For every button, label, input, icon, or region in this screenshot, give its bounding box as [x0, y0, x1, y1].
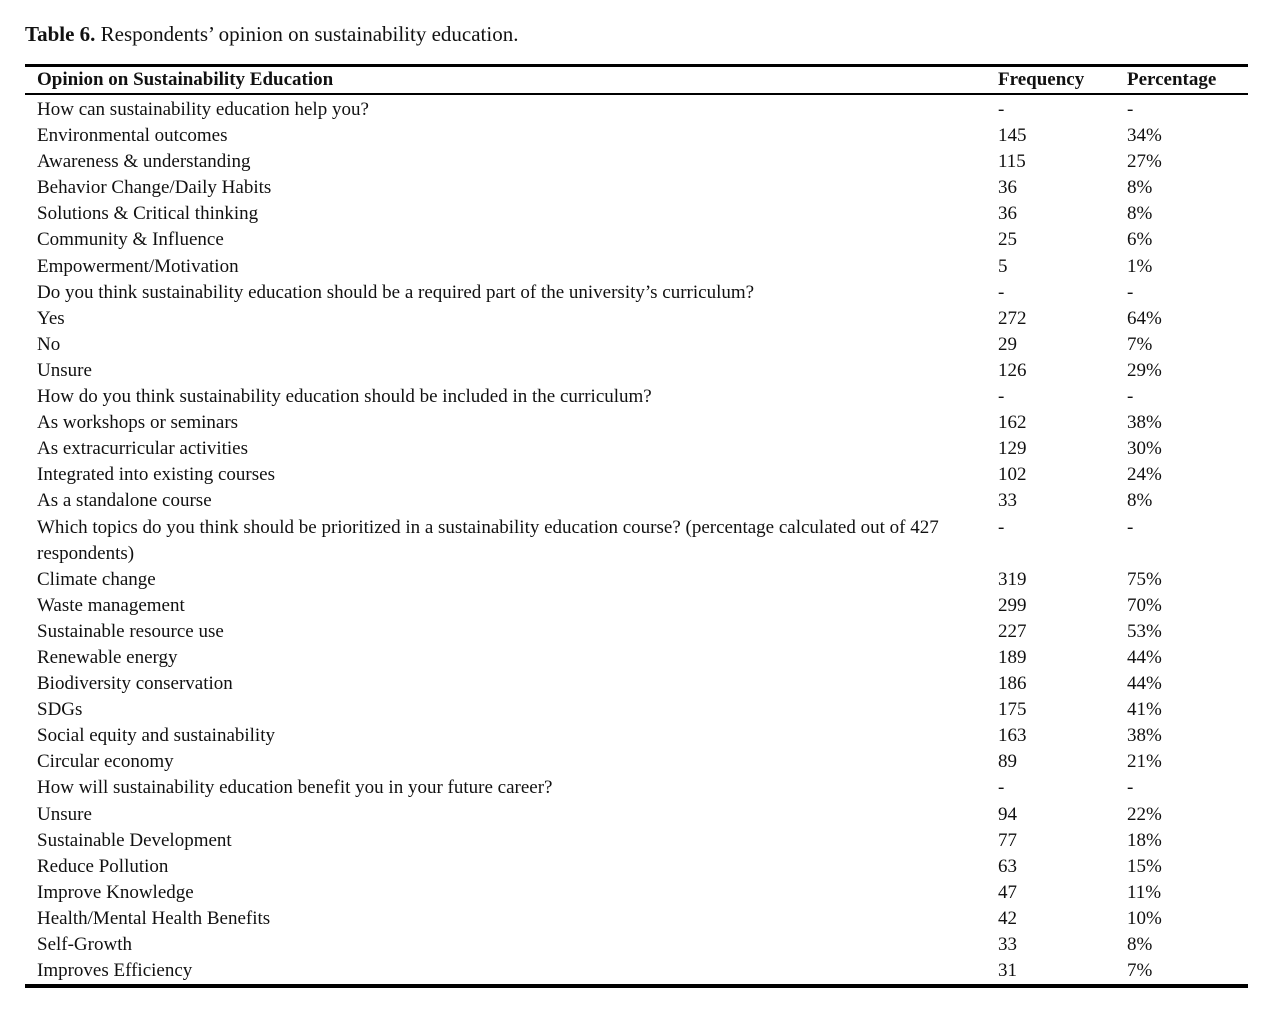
opinion-cell: How will sustainability education benefit you in your future career?	[37, 777, 553, 799]
opinion-cell: Community & Influence	[37, 229, 224, 251]
table-row	[25, 619, 1248, 645]
table-row	[25, 645, 1248, 671]
percentage-cell: 75%	[1127, 568, 1162, 590]
table-row	[25, 94, 1248, 123]
opinion-cell: Circular economy	[37, 751, 174, 773]
frequency-cell: 102	[998, 464, 1027, 486]
table-row	[25, 880, 1248, 906]
frequency-cell: -	[998, 777, 1005, 799]
percentage-cell: -	[1127, 516, 1134, 538]
frequency-cell: 126	[998, 359, 1027, 381]
frequency-cell: 145	[998, 125, 1027, 147]
frequency-cell: 36	[998, 203, 1017, 225]
opinion-cell: Awareness & understanding	[37, 151, 251, 173]
table-row	[25, 697, 1248, 723]
opinion-cell: Unsure	[37, 359, 92, 381]
percentage-cell: -	[1127, 281, 1134, 303]
percentage-cell: 6%	[1127, 229, 1153, 251]
percentage-cell: 34%	[1127, 125, 1162, 147]
percentage-cell: 18%	[1127, 829, 1162, 851]
opinion-cell: How can sustainability education help you?	[37, 99, 369, 120]
frequency-cell: 31	[998, 960, 1017, 982]
percentage-cell: 38%	[1127, 725, 1162, 747]
opinion-cell: Renewable energy	[37, 646, 178, 668]
opinion-cell: Biodiversity conservation	[37, 673, 233, 695]
frequency-cell: 175	[998, 699, 1027, 721]
table-row	[25, 775, 1248, 801]
frequency-cell: 94	[998, 803, 1017, 825]
frequency-cell: 163	[998, 725, 1027, 747]
opinion-cell: Empowerment/Motivation	[37, 255, 239, 277]
opinion-cell: Behavior Change/Daily Habits	[37, 177, 272, 199]
percentage-cell: 8%	[1127, 934, 1153, 955]
frequency-cell: -	[998, 281, 1005, 303]
frequency-cell: 63	[998, 855, 1017, 877]
table-row	[25, 227, 1248, 253]
frequency-cell: 272	[998, 307, 1027, 329]
table-row	[25, 358, 1248, 384]
frequency-cell: 47	[998, 881, 1017, 903]
percentage-cell: 53%	[1127, 620, 1162, 642]
percentage-cell: 1%	[1127, 255, 1153, 277]
opinion-table	[25, 64, 1248, 988]
frequency-cell: -	[998, 386, 1005, 408]
opinion-cell: Environmental outcomes	[37, 125, 228, 147]
frequency-cell: 115	[998, 151, 1026, 173]
opinion-cell: Which topics do you think should be prioritized in a sustainability education course? (percentage calculated out of 427 respondents)	[37, 516, 939, 564]
percentage-cell: 29%	[1127, 359, 1162, 381]
frequency-cell: 162	[998, 412, 1027, 434]
opinion-cell: Unsure	[37, 803, 92, 825]
opinion-cell: Integrated into existing courses	[37, 464, 275, 486]
table-row	[25, 906, 1248, 932]
frequency-cell: 33	[998, 490, 1017, 512]
percentage-cell: -	[1127, 99, 1134, 120]
opinion-cell: As extracurricular activities	[37, 438, 249, 460]
frequency-cell: 33	[998, 934, 1017, 955]
opinion-cell: Health/Mental Health Benefits	[37, 907, 271, 929]
table-row	[25, 175, 1248, 201]
percentage-cell: -	[1127, 777, 1134, 799]
table-row	[25, 280, 1248, 306]
opinion-cell: As a standalone course	[37, 490, 212, 512]
table-row	[25, 462, 1248, 488]
percentage-cell: 27%	[1127, 151, 1162, 173]
frequency-cell: 77	[998, 829, 1017, 851]
percentage-cell: 38%	[1127, 412, 1162, 434]
table-row	[25, 332, 1248, 358]
percentage-cell: -	[1127, 386, 1134, 408]
table-row	[25, 671, 1248, 697]
frequency-cell: 299	[998, 594, 1027, 616]
table-caption	[25, 22, 1248, 47]
table-row	[25, 123, 1248, 149]
percentage-cell: 21%	[1127, 751, 1162, 773]
opinion-cell: SDGs	[37, 699, 83, 721]
opinion-cell: Sustainable resource use	[37, 620, 224, 642]
percentage-cell: 10%	[1127, 907, 1162, 929]
frequency-cell: 189	[998, 646, 1027, 668]
percentage-cell: 70%	[1127, 594, 1162, 616]
table-row	[25, 958, 1248, 986]
opinion-cell: Climate change	[37, 568, 156, 590]
table-caption-text: Respondents’ opinion on sustainability education.	[100, 22, 519, 46]
table-row	[25, 436, 1248, 462]
opinion-cell: No	[37, 333, 61, 355]
opinion-cell: Reduce Pollution	[37, 855, 169, 877]
table-row	[25, 201, 1248, 227]
percentage-cell: 15%	[1127, 855, 1162, 877]
frequency-cell: 319	[998, 568, 1027, 590]
column-header-frequency: Frequency	[998, 66, 1127, 95]
opinion-cell: How do you think sustainability education should be included in the curriculum?	[37, 386, 652, 408]
table-row	[25, 828, 1248, 854]
opinion-cell: Solutions & Critical thinking	[37, 203, 259, 225]
table-row	[25, 306, 1248, 332]
column-header-percentage: Percentage	[1127, 66, 1248, 95]
column-header-opinion: Opinion on Sustainability Education	[25, 66, 998, 95]
frequency-cell: 89	[998, 751, 1017, 773]
percentage-cell: 11%	[1127, 881, 1162, 903]
table-row	[25, 854, 1248, 880]
percentage-cell: 8%	[1127, 177, 1153, 199]
percentage-cell: 7%	[1127, 333, 1153, 355]
opinion-cell: Self-Growth	[37, 934, 132, 955]
frequency-cell: -	[998, 516, 1005, 538]
frequency-cell: 129	[998, 438, 1027, 460]
table-row	[25, 254, 1248, 280]
frequency-cell: 25	[998, 229, 1017, 251]
table-row	[25, 932, 1248, 958]
opinion-cell: Sustainable Development	[37, 829, 232, 851]
opinion-cell: Improves Efficiency	[37, 960, 193, 982]
frequency-cell: 29	[998, 333, 1017, 355]
percentage-cell: 64%	[1127, 307, 1162, 329]
percentage-cell: 30%	[1127, 438, 1162, 460]
opinion-cell: As workshops or seminars	[37, 412, 239, 434]
percentage-cell: 41%	[1127, 699, 1162, 721]
table-row	[25, 384, 1248, 410]
table-row	[25, 488, 1248, 514]
table-row	[25, 410, 1248, 436]
frequency-cell: 5	[998, 255, 1008, 277]
percentage-cell: 7%	[1127, 960, 1153, 982]
frequency-cell: 227	[998, 620, 1027, 642]
opinion-cell: Yes	[37, 307, 65, 329]
frequency-cell: 186	[998, 673, 1027, 695]
percentage-cell: 44%	[1127, 646, 1162, 668]
percentage-cell: 24%	[1127, 464, 1162, 486]
opinion-cell: Improve Knowledge	[37, 881, 194, 903]
table-row	[25, 749, 1248, 775]
frequency-cell: -	[998, 99, 1005, 120]
table-row	[25, 515, 1248, 567]
frequency-cell: 36	[998, 177, 1017, 199]
percentage-cell: 8%	[1127, 490, 1153, 512]
table-row	[25, 149, 1248, 175]
table-header	[25, 66, 1248, 95]
percentage-cell: 44%	[1127, 673, 1162, 695]
percentage-cell: 8%	[1127, 203, 1153, 225]
opinion-cell: Social equity and sustainability	[37, 725, 275, 747]
frequency-cell: 42	[998, 907, 1017, 929]
table-row	[25, 723, 1248, 749]
table-caption-label: Table 6.	[25, 22, 96, 46]
percentage-cell: 22%	[1127, 803, 1162, 825]
table-row	[25, 802, 1248, 828]
table-row	[25, 567, 1248, 593]
header-row	[25, 66, 1248, 95]
opinion-cell: Waste management	[37, 594, 185, 616]
table-row	[25, 593, 1248, 619]
opinion-cell: Do you think sustainability education should be a required part of the university’s curriculum?	[37, 281, 755, 303]
table-body	[25, 94, 1248, 986]
